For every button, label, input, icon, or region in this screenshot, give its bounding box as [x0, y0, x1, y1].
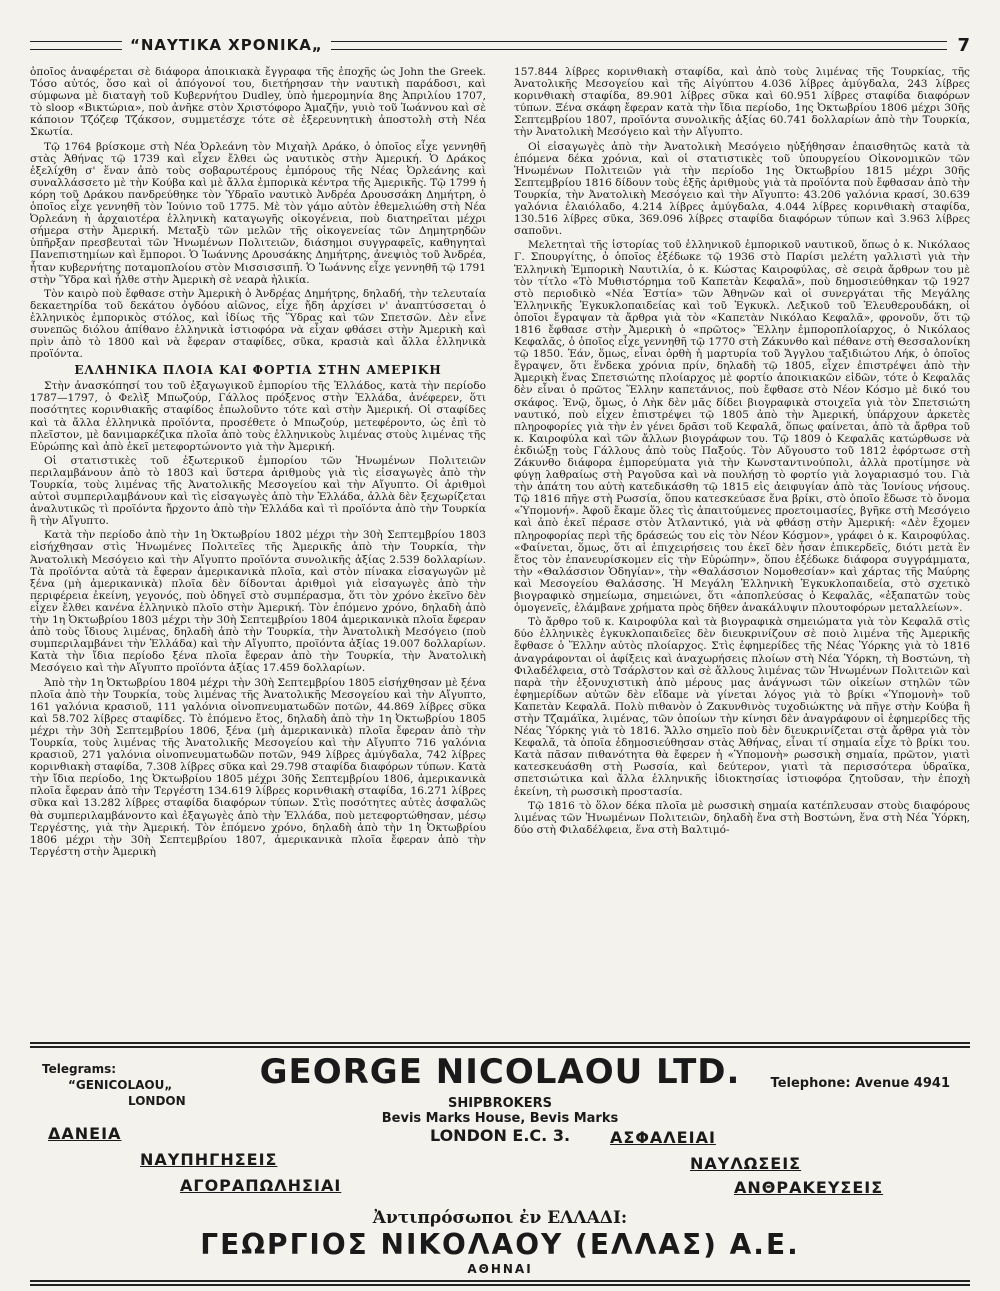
paragraph: Τῷ 1816 τὸ ὅλον δέκα πλοῖα μὲ ρωσσικὴ σημαία κατέπλευσαν στοὺς διαφόρους λιμένας τῶν Ἡνωμένων Πολιτειῶν, δηλαδὴ ἕνα στὴ Βοστώνη, ἕνα στὴ Νέα Ὑόρκη, δύο στὴ Φιλαδέλφεια, ἕνα στὴ Βαλτιμό-: [514, 799, 970, 836]
ad-service-coal: ΑΝΘΡΑΚΕΥΣΕΙΣ: [734, 1178, 884, 1197]
paragraph: Τὸν καιρὸ ποὺ ἔφθασε στὴν Ἀμερικὴ ὁ Ἀνδρέας Δημήτρης, δηλαδή, τὴν τελευταία δεκαετηρίδα τοῦ δεκάτου ὀγδόου αἰῶνος, εἶχε ἤδη ἀρχίσει ν' ἀναπτύσσεται ὁ ἑλληνικὸς ἐμπορικὸς στόλος, καὶ ἰδίως τῆς Ὕδρας καὶ τῶν Σπετσῶν. Δὲν εἶνε συνεπῶς διόλου ἀπίθανο ἑλληνικὰ ἱστιοφόρα νὰ εἶχαν φθάσει στὴν Ἀμερικὴ καὶ πρὶν ἀπὸ τὸ 1800 καὶ νὰ ἔφεραν σταφίδες, σῦκα, κρασιὰ καὶ ἄλλα ἑλληνικὰ προϊόντα.: [30, 287, 486, 361]
masthead-title: “ΝΑΥΤΙΚΑ ΧΡΟΝΙΚΑ„: [130, 36, 323, 54]
ad-telegraph-address: “GENICOLAOU„: [68, 1078, 173, 1092]
paragraph: 157.844 λίβρες κορινθιακὴ σταφίδα, καὶ ἀπὸ τοὺς λιμένας τῆς Τουρκίας, τῆς Ἀνατολικῆς Μεσογείου καὶ τῆς Αἰγύπτου 4.036 λίβρες ἀμύγδαλα, 243 λίβρες κορινθιακὴ σταφίδα, 89.901 λίβρες σῦκα καὶ 60.951 λίβρες σταφίδα διαφόρων τύπων. Ξένα σκάφη ἔφεραν κατὰ τὴν ἴδια περίοδο, 1ης Ὀκτωβρίου 1806 μέχρι 30ῆς Σεπτεμβρίου 1807, προϊόντα συνολικῆς ἀξίας 60.741 δολλαρίων ἀπὸ τὴν Τουρκία, τὴν Ἀνατολικὴ Μεσόγειο καὶ τὴν Αἴγυπτο.: [514, 66, 970, 139]
right-column: [514, 66, 970, 1036]
paragraph: Κατὰ τὴν περίοδο ἀπὸ τὴν 1η Ὀκτωβρίου 1802 μέχρι τὴν 30ὴ Σεπτεμβρίου 1803 εἰσήχθησαν στὶς Ἡνωμένες Πολιτεῖες τῆς Ἀμερικῆς ἀπὸ τὴν Τουρκία, τὴν Ἀνατολικὴ Μεσόγειο καὶ τὴν Αἴγυπτο προϊόντα συνολικῆς ἀξίας 2.539 δολλαρίων. Τὰ προϊόντα αὐτὰ τὰ ἔφεραν ἀμερικανικὰ πλοῖα, καὶ στὸν πίνακα εἰσαγωγῶν μὲ ξένα (μὴ ἀμερικανικὰ) πλοῖα δὲν δίδονται ἀριθμοὶ γιὰ εἰσαγωγὲς ἀπὸ τὴν περιφέρεια ἐκείνη, γεγονός, ποὺ ὁδηγεῖ στὸ συμπέρασμα, ὅτι τὸν χρόνο ἐκεῖνο δὲν εἶχεν ἔλθει κανένα ἑλληνικὸ πλοῖο στὴν Ἀμερική. Τὸν ἑπόμενο χρόνο, δηλαδὴ ἀπὸ τὴν 1η Ὀκτωβρίου 1803 μέχρι τὴν 30ὴ Σεπτεμβρίου 1804 ἀμερικανικὰ πλοῖα ἔφεραν ἀπὸ τοὺς ἴδιους λιμένας, δηλαδὴ ἀπὸ τὴν Τουρκία, τὴν Ἀνατολικὴ Μεσόγειο (ποὺ συμπεριλαμβάνει τὴν Ἑλλάδα) καὶ τὴν Αἴγυπτο, προϊόντα ἀξίας 19.007 δολλαρίων. Κατὰ τὴν ἴδια περίοδο ξένα πλοῖα ἔφεραν ἀπὸ τὴν Τουρκία, τὴν Ἀνατολικὴ Μεσόγειο καὶ τὴν Αἴγυπτο προϊόντα ἀξίας 17.459 δολλαρίων.: [30, 529, 486, 675]
header-rule-right: [331, 41, 948, 50]
header-rule-left: [30, 41, 122, 50]
article-body: [30, 66, 970, 1036]
page-header: [30, 34, 970, 56]
ad-service-loans: ΔΑΝΕΙΑ: [48, 1124, 122, 1143]
ad-telephone: Telephone: Avenue 4941: [770, 1076, 950, 1091]
ad-service-shipbuilding: ΝΑΥΠΗΓΗΣΕΙΣ: [140, 1150, 278, 1169]
ad-telegrams-label: Telegrams:: [42, 1062, 117, 1076]
paragraph: Τὸ ἄρθρο τοῦ κ. Καιροφύλα καὶ τὰ βιογραφικὰ σημειώματα γιὰ τὸν Κεφαλᾶ στὶς δύο ἑλληνικὲς ἐγκυκλοπαιδεῖες δὲν διευκρινίζουν σὲ ποιὸ λιμένα τῆς Ἀμερικῆς ἔφθασε ὁ Ἕλλην αὐτὸς πλοίαρχος. Στὶς ἐφημερίδες τῆς Νέας Ὑόρκης γιὰ τὸ 1816 ἀναγράφονται οἱ ἀφίξεις καὶ ἀναχωρήσεις πλοίων στὴ Νέα Ὑόρκη, τὴ Βοστώνη, τὴ Φιλαδέλφεια, στὸ Τσάρλστον καὶ σὲ ἄλλους λιμένας τῶν Ἡνωμένων Πολιτειῶν καὶ παρὰ τὴν ἐξονυχιστικὴ ἀπὸ μέρους μας ἀνάγνωσι τῶν οἰκείων στηλῶν τῶν ἐφημερίδων αὐτῶν δὲν εἴδαμε νὰ γίνεται λόγος γιὰ τὸ βρίκι «Ὑπομονὴ» τοῦ Καπετὰν Κεφαλᾶ. Πολὺ πιθανὸν ὁ Ζακυνθινὸς τυχοδιώκτης νὰ πῆγε στὴν Κούβα ἢ στὴν Τζαμάϊκα, λιμένας, τῶν ὁποίων τὴν κίνησι δὲν ἀναγράφουν οἱ ἐφημερίδες τῆς Νέας Ὑόρκης γιὰ τὸ 1816. Ἄλλο σημεῖο ποὺ δὲν διευκρινίζεται στὰ ἄρθρα γιὰ τὸν Κεφαλᾶ, τὰ ὁποῖα ἐδημοσιεύθησαν στὰς Ἀθήνας, εἶναι τί σημαία εἶχε τὸ βρίκι του. Κατὰ πᾶσαν πιθανότητα θὰ ἔφερεν ἡ «Ὑπομονὴ» ρωσσικὴ σημαία, πρῶτον, γιατὶ κατεσκευάσθη στὴ Ρωσσία, καὶ δεύτερον, γιατὶ τὰ περισσότερα ὑδραϊκα, σπετσιώτικα καὶ ἄλλα ἑλληνικῆς ἰδιοκτησίας ἱστιοφόρα ζητοῦσαν, τὴν ἐποχὴ ἐκείνη, τὴ ρωσσικὴ προστασία.: [514, 616, 970, 798]
section-heading: ΕΛΛΗΝΙΚΑ ΠΛΟΙΑ ΚΑΙ ΦΟΡΤΙΑ ΣΤΗΝ ΑΜΕΡΙΚΗ: [74, 363, 442, 378]
ad-representatives-label: Ἀντιπρόσωποι ἐν ΕΛΛΑΔΙ:: [372, 1208, 628, 1228]
paragraph: Στὴν ἀνασκόπησί του τοῦ ἐξαγωγικοῦ ἐμπορίου τῆς Ἑλλάδος, κατὰ τὴν περίοδο 1787—1797, ὁ Φελὶξ Μπωζούρ, Γάλλος πρόξενος στὴν Ἑλλάδα, ἀνέφερεν, ὅτι ποσότητες κορινθιακῆς σταφίδος ἐπωλοῦντο τότε καὶ στὴν Ἀμερική. Οἱ σταφίδες καὶ τὰ ἄλλα ἑλληνικὰ προϊόντα, προσέθετε ὁ Μπωζούρ, μετεφέροντο, ὡς ἐπὶ τὸ πλεῖστον, μὲ δανιμαρκέζικα πλοῖα ἀπὸ τοὺς ἑλληνικοὺς λιμένας στοὺς λιμένας τῆς Εὐρώπης καὶ ἀπὸ ἐκεῖ μετεφορτώνοντο γιὰ τὴν Ἀμερική.: [30, 380, 486, 453]
paragraph: Ἀπὸ τὴν 1η Ὀκτωβρίου 1804 μέχρι τὴν 30ὴ Σεπτεμβρίου 1805 εἰσήχθησαν μὲ ξένα πλοῖα ἀπὸ τὴν Τουρκία, τοὺς λιμένας τῆς Ἀνατολικῆς Μεσογείου καὶ τὴν Αἴγυπτο, 161 γαλόνια κρασιοῦ, 111 γαλόνια οἰνοπνευματωδῶν ποτῶν, 44.869 λίβρες σῦκα καὶ 58.702 λίβρες σταφίδες. Τὸ ἑπόμενο ἔτος, δηλαδὴ ἀπὸ τὴν 1η Ὀκτωβρίου 1805 μέχρι τὴν 30ὴ Σεπτεμβρίου 1806, ξένα (μὴ ἀμερικανικὰ) πλοῖα ἔφεραν ἀπὸ τὴν Τουρκία, τοὺς λιμένας τῆς Ἀνατολικῆς Μεσογείου καὶ τὴν Αἴγυπτο 716 γαλόνια κρασιοῦ, 271 γαλόνια οἰνοπνευματωδῶν ποτῶν, 949 λίβρες ἀμύγδαλα, 742 λίβρες κορινθιακὴ σταφίδα, 7.308 λίβρες σῦκα καὶ 29.798 σταφίδα διαφόρων τύπων. Κατὰ τὴν ἴδια περίοδο, 1ης Ὀκτωβρίου 1805 μέχρι 30ῆς Σεπτεμβρίου 1806, ἀμερικανικὰ πλοῖα ἔφεραν ἀπὸ τὴν Τεργέστη 134.619 λίβρες κορινθιακὴ σταφίδα, 16.271 λίβρες σῦκα καὶ 13.282 λίβρες σταφίδα διαφόρων τύπων. Στὶς ποσότητες αὐτὲς ἀσφαλῶς θὰ συμπεριλαμβάνοντο καὶ ἐξαγωγὲς ἀπὸ τὴν Ἑλλάδα, ποὺ μετεφορτώθησαν, μέσῳ Τεργέστης, γιὰ τὴν Ἀμερική. Τὸν ἑπόμενο χρόνο, δηλαδὴ ἀπὸ τὴν 1η Ὀκτωβρίου 1806 μέχρι τὴν 30ὴ Σεπτεμβρίου 1807, ἀμερικανικὰ πλοῖα ἔφεραν ἀπὸ τὴν Τεργέστη στὴν Ἀμερικὴ: [30, 676, 486, 858]
ad-city-address: LONDON E.C. 3.: [429, 1126, 571, 1145]
paragraph: Οἱ στατιστικὲς τοῦ ἐξωτερικοῦ ἐμπορίου τῶν Ἡνωμένων Πολιτειῶν περιλαμβάνουν ἀπὸ τὸ 1803 καὶ ὕστερα ἀριθμοὺς γιὰ τὶς εἰσαγωγὲς ἀπὸ τὴν Τουρκία, τοὺς λιμένας τῆς Ἀνατολικῆς Μεσογείου καὶ τὴν Αἴγυπτο. Οἱ ἀριθμοὶ αὐτοὶ συμπεριλαμβάνουν καὶ τὶς εἰσαγωγὲς ἀπὸ τὴν Ἑλλάδα, ἀλλὰ δὲν ξεχωρίζεται ἀναλυτικῶς τὶ προϊόντα ἤρχοντο ἀπὸ τὴν Ἑλλάδα καὶ τὶ προϊόντα ἀπὸ τὴν Τουρκία ἢ τὴν Αἴγυπτο.: [30, 454, 486, 528]
paragraph: Τῷ 1764 βρίσκομε στὴ Νέα Ὀρλεάνη τὸν Μιχαὴλ Δράκο, ὁ ὁποῖος εἶχε γεννηθῆ στὰς Ἀθήνας τῷ 1739 καὶ εἶχεν ἔλθει ὡς ναυτικὸς στὴν Ἀμερική. Ὁ Δράκος ἐξελίχθη σ' ἕναν ἀπὸ τοὺς σοβαρωτέρους ἐμπόρους τῆς Νέας Ὀρλεάνης καὶ συναλλάσσετο μὲ τὴν Κούβα καὶ μὲ ἄλλα ἐμπορικὰ κέντρα τῆς Ἀμερικῆς. Τῷ 1799 ἡ κόρη τοῦ Δράκου πανδρεύθηκε τὸν Ὑδραῖο ναυτικὸ Ἀνδρέα Δρουσσάκη Δημήτρη, ὁ ὁποῖος εἶχε γεννηθῆ τὸν Ἰούνιο τοῦ 1775. Μὲ τὸν γάμο αὐτὸν ἐθεμελιώθη στὴ Νέα Ὀρλεάνη ἡ ἀρχαιοτέρα ἑλληνικὴ καταγωγῆς οἰκογένεια, ποὺ διατηρεῖται μέχρι σήμερα στὴν Ἀμερική. Μεταξὺ τῶν μελῶν τῆς οἰκογενείας τῶν Δημητρηδῶν ὑπῆρξαν πρεσβευταὶ τῶν Ἡνωμένων Πολιτειῶν, διάσημοι συγγραφεῖς, καθηγηταὶ Πανεπιστημίων καὶ ἔμποροι. Ὁ Ἰωάννης Δρουσάκης Δημήτρης, ἀνεψιὸς τοῦ Ἀνδρέα, ἦταν κυβερνήτης ποταμοπλοίου στὸν Μισσισσιπῆ. Ὁ Ἰωάννης εἶχε γεννηθῆ τῷ 1791 στὴν Ὕδρα καὶ ἦλθε στὴν Ἀμερικὴ σὲ νεαρὰ ἡλικία.: [30, 140, 486, 286]
ad-greek-company-name: ΓΕΩΡΓΙΟΣ ΝΙΚΟΛΑΟΥ (ΕΛΛΑΣ) Α.Ε.: [200, 1228, 800, 1261]
ad-service-chartering: ΝΑΥΛΩΣΕΙΣ: [690, 1154, 802, 1173]
advertisement: [30, 1042, 970, 1286]
ad-service-sales: ΑΓΟΡΑΠΩΛΗΣΙΑΙ: [180, 1176, 342, 1195]
left-column: [30, 66, 486, 1036]
ad-service-insurance: ΑΣΦΑΛΕΙΑΙ: [610, 1128, 716, 1147]
ad-greek-city: ΑΘΗΝΑΙ: [467, 1262, 533, 1276]
page-number: 7: [957, 34, 970, 56]
paragraph: Μελετηταὶ τῆς ἱστορίας τοῦ ἑλληνικοῦ ἐμπορικοῦ ναυτικοῦ, ὅπως ὁ κ. Νικόλαος Γ. Σπουργίτης, ὁ ὁποῖος ἐξέδωκε τῷ 1936 στὸ Παρίσι μελέτη γαλλιστὶ γιὰ τὴν Ἑλληνικὴ Ἐμπορικὴ Ναυτιλία, ὁ κ. Κώστας Καιροφύλας, σὲ σειρὰ ἄρθρων του μὲ τὸν τίτλο «Τὸ Μυθιστόρημα τοῦ Καπετὰν Κεφαλᾶ», ποὺ δημοσιεύθηκαν τῷ 1927 στὸ περιοδικὸ «Νέα Ἑστία» τῶν Ἀθηνῶν καὶ οἱ συνεργάται τῆς Μεγάλης Ἑλληνικῆς Ἐγκυκλοπαιδείας καὶ τοῦ Ἐγκυκλ. Λεξικοῦ τοῦ Ἐλευθερουδάκη, οἱ ὁποῖοι ἔγραψαν τὰ ἄρθρα γιὰ τὸν «Καπετὰν Νικόλαο Κεφαλᾶ», φρονοῦν, ὅτι τῷ 1816 ἔφθασε στὴν Ἀμερικὴ ὁ «πρῶτος» Ἕλλην ἐμπορoπλοίαρχος, ὁ Νικόλαος Κεφαλᾶς, ὁ ὁποῖος εἶχε γεννηθῆ τῷ 1770 στὴ Ζάκυνθο καὶ πέθανε στὴ Θεσσαλονίκη τῷ 1850. Ἐάν, ὅμως, εἶναι ὀρθὴ ἡ μαρτυρία τοῦ Ἄγγλου ταξιδιώτου Λήκ, ὁ ὁποῖος ἔγραψεν, ὅτι ἕνδεκα χρόνια πρίν, δηλαδὴ τῷ 1805, εἶχεν ἐπιστρέψει ἀπὸ τὴν Ἀμερικὴ ἕνας Σπετσιώτης πλοίαρχος μὲ φορτίο ἀποικιακῶν εἰδῶν, τότε ὁ Κεφαλᾶς δὲν εἶναι ὁ πρῶτος Ἕλλην καπετάνιος, ποὺ ἔφθασε στὸ Νέον Κόσμο μὲ δικό του σκάφος. Ἐνῷ, ὅμως, ὁ Λὴκ δὲν μᾶς δίδει βιογραφικὰ στοιχεῖα γιὰ τὸν Σπετσιώτη ναυτικό, ποὺ εἶχεν ἐπιστρέψει τῷ 1805 ἀπὸ τὴν Ἀμερική, ὑπάρχουν ἀρκετὲς πληροφορίες γιὰ τὴν ἐν γένει δρᾶσι τοῦ Κεφαλᾶ, ὅπως φαίνεται, ἀπὸ τὰ ἄρθρα τοῦ κ. Καιροφύλα καὶ τῶν ἄλλων βιογράφων του. Τῷ 1809 ὁ Κεφαλᾶς κατώρθωσε νὰ ἐκδιώξῃ τοὺς Γάλλους ἀπὸ τοὺς Παξούς. Τὸν Αὔγουστο τοῦ 1812 ἐφόρτωσε στὴ Ζάκυνθο διάφορα ἐμπορεύματα γιὰ τὴν Κωνσταντινούπολι, ἀλλὰ προτίμησε νὰ φύγῃ λαθραίως στὴ Ραγοῦσα καὶ νὰ πουλήσῃ τὸ φορτίο γιὰ λογαριασμό του. Γιὰ τὴν ἀπάτη του αὐτὴ κατεδικάσθη τῷ 1815 εἰς ἀειφυγίαν ἀπὸ τὰς Ἰονίους νήσους. Τῷ 1816 πῆγε στὴ Ρωσσία, ὅπου κατεσκεύασε ἕνα βρίκι, στὸ ὁποῖο ἔδωσε τὸ ὄνομα «Ὑπομονή». Ἀφοῦ ἔκαμε ὅλες τὶς ἀπαιτούμενες προετοιμασίες, βγῆκε στὴ Μεσόγειο καὶ ἀπὸ ἐκεῖ πέρασε στὸν Ἀτλαντικό, γιὰ νὰ φθάσῃ στὴν Ἀμερική: «Δὲν ἔχομεν πληροφορίας περὶ τῆς δράσεώς του εἰς τὸν Νέον Κόσμον», γράφει ὁ κ. Καιροφύλας. «Φαίνεται, ὅμως, ὅτι αἱ ἐπιχειρήσεις του ἐκεῖ δὲν ἦσαν ἐπικερδεῖς, διότι μετὰ ἓν ἔτος τὸν ἐπανευρίσκομεν εἰς τὴν Εὐρώπην», ὅπου ἐξέδωκε διάφορα συγγράμματα, τὴν «Θαλάσσιον Ὁδηγίαν», τὴν «Θαλάσσιον Νομοθεσίαν» καὶ χάρτας τῆς Μαύρης καὶ Μεσογείου Θαλάσσης. Ἡ Μεγάλη Ἑλληνικὴ Ἐγκυκλοπαιδεία, στὸ σχετικὸ βιογραφικὸ σημείωμα, σημειώνει, ὅτι «ἀποπλεύσας ὁ Κεφαλᾶς, «ἐξαπατῶν τοὺς ὁμογενεῖς, ἐλάμβανε χρήματα πρὸς δῆθεν ἀνακάλυψιν πλουτοφόρων μεταλλείων».: [514, 239, 970, 615]
ad-company-name: GEORGE NICOLAOU LTD.: [259, 1052, 741, 1092]
ad-telegraph-city: LONDON: [128, 1094, 186, 1108]
paragraph: ὁποῖος ἀναφέρεται σὲ διάφορα ἀποικιακὰ ἔγγραφα τῆς ἐποχῆς ὡς John the Greek. Τόσο αὐτός, ὅσο καὶ οἱ ἀπόγονοί του, διετήρησαν τὴν ναυτικὴ παράδοσι, καὶ σύμφωνα μὲ διαταγὴ τοῦ Κυβερνήτου Dudley, ὑπὸ ἡμερομηνία 8ης Ἀπριλίου 1707, τὸ sloop «Βικτώρια», ποὺ ἀνῆκε στὸν Χριστόφορο Ἀμαζῆν, γυιὸ τοῦ Ἰωάννου καὶ σὲ κάποιον Τζόζεφ Τζάκσον, συμμετέσχε τότε σὲ ἐξερευνητικὴ ἀποστολὴ στὴ Νέα Σκωτία.: [30, 66, 486, 139]
ad-street-address: Bevis Marks House, Bevis Marks: [381, 1111, 619, 1126]
ad-business-type: SHIPBROKERS: [448, 1096, 552, 1111]
paragraph: Οἱ εἰσαγωγὲς ἀπὸ τὴν Ἀνατολικὴ Μεσόγειο ηὐξήθησαν ἐπαισθητῶς κατὰ τὰ ἑπόμενα δέκα χρόνια, καὶ οἱ στατιστικὲς τοῦ ὑπουργείου Οἰκονομικῶν τῶν Ἡνωμένων Πολιτειῶν γιὰ τὴν περίοδο 1ης Ὀκτωβρίου 1815 μέχρι 30ῆς Σεπτεμβρίου 1816 δίδουν τοὺς ἑξῆς ἀριθμοὺς γιὰ τὰ προϊόντα ποὺ ἔφθασαν ἀπὸ τὴν Τουρκία, τὴν Ἀνατολικὴ Μεσόγειο καὶ τὴν Αἴγυπτο: 43.206 γαλόνια κρασί, 30.639 γαλόνια ἐλαιόλαδο, 4.214 λίβρες ἀμύγδαλα, 4.044 λίβρες κορινθιακὴ σταφίδα, 130.516 λίβρες σῦκα, 369.096 λίβρες σταφίδα διαφόρων τύπων καὶ 3.963 λίβρες σαποῦνι.: [514, 140, 970, 238]
